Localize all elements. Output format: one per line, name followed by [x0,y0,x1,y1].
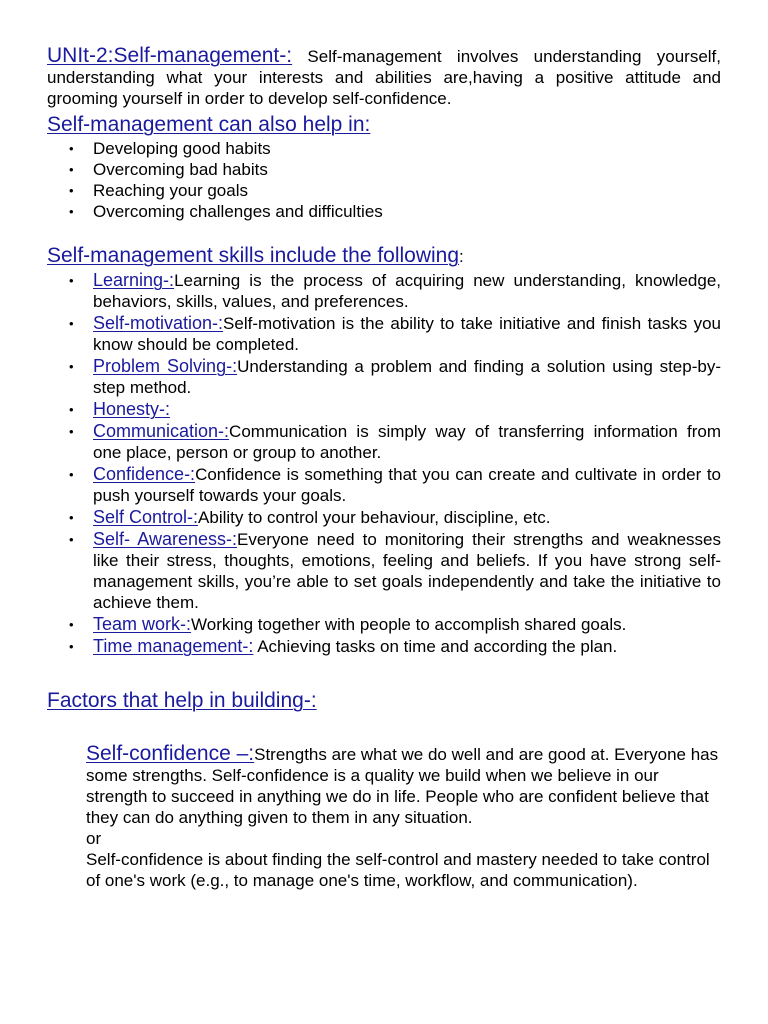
bullet-icon: • [69,617,74,632]
skill-description: Everyone need to monitoring their strengths and weaknesses like their stress, thoughts, emotions, feeling and beliefs. If you have strong self-management skills, you’re able to set goals independently and take the initiative to achieve them. [93,530,721,612]
list-item-text: Developing good habits [93,139,271,158]
intro-paragraph [47,45,721,109]
skill-item [47,636,721,657]
skills-heading-colon: : [459,247,464,266]
bullet-icon: • [69,359,74,374]
self-confidence-alt-paragraph: Self-confidence is about finding the self-control and mastery needed to take control of one's work (e.g., to manage one's time, workflow, and communication). [86,850,710,890]
bullet-icon: • [69,204,74,219]
page-content [47,45,721,891]
skill-item [47,421,721,463]
list-item-text: Overcoming challenges and difficulties [93,202,383,221]
list-item-text: Overcoming bad habits [93,160,268,179]
list-item [47,180,721,201]
skill-term: Self Control-: [93,507,199,527]
skill-description: Working together with people to accomplish shared goals. [191,615,627,634]
intro-text: Self-management involves understanding yourself, understanding what your interests and abilities are,having a positive attitude and grooming yourself in order to develop self-confidence. [47,47,721,108]
skill-term: Confidence-: [93,464,196,484]
skill-item [47,356,721,398]
or-separator: or [86,829,102,848]
bullet-icon: • [69,183,74,198]
skill-description: Confidence is something that you can create and cultivate in order to push yourself towards your goals. [93,465,721,505]
self-confidence-paragraph [86,743,721,828]
skills-section-heading: Self-management skills include the following [47,244,460,267]
skill-description: Self-motivation is the ability to take initiative and finish tasks you know should be completed. [93,314,721,354]
skill-item [47,399,721,420]
bullet-icon: • [69,273,74,288]
bullet-icon: • [69,162,74,177]
skill-term: Self- Awareness-: [93,529,237,549]
skill-description: Learning is the process of acquiring new understanding, knowledge, behaviors, skills, values, and preferences. [93,271,721,311]
skill-item [47,507,721,528]
skill-item [47,614,721,635]
skill-term: Problem Solving-: [93,356,238,376]
bullet-icon: • [69,467,74,482]
self-confidence-text: Strengths are what we do well and are good at. Everyone has some strengths. Self-confidence is a quality we build when we believe in our strength to succeed in anything we do in life. People who are confident believe that they can do anything given to them in any situation. [86,745,719,827]
help-list [47,138,721,222]
list-item [47,138,721,159]
skill-term: Self-motivation-: [93,313,224,333]
unit-title: UNIt-2:Self-management-: [47,44,293,67]
factors-section-heading: Factors that help in building-: [47,689,317,712]
skills-heading-line [47,243,721,270]
skill-description: Achieving tasks on time and according the plan. [253,637,618,656]
skill-term: Communication-: [93,421,230,441]
bullet-icon: • [69,316,74,331]
list-item [47,159,721,180]
skill-term: Time management-: [93,636,254,656]
skill-term: Honesty-: [93,399,171,419]
bullet-icon: • [69,639,74,654]
list-item [47,201,721,222]
self-confidence-heading: Self-confidence –: [86,742,255,765]
bullet-icon: • [69,510,74,525]
list-item-text: Reaching your goals [93,181,248,200]
bullet-icon: • [69,141,74,156]
skill-term: Team work-: [93,614,192,634]
skill-term: Learning-: [93,270,175,290]
self-confidence-section [86,743,721,891]
skill-item [47,270,721,312]
skill-description: Communication is simply way of transferring information from one place, person or group to another. [93,422,721,462]
skill-description: Ability to control your behaviour, discipline, etc. [198,508,551,527]
bullet-icon: • [69,424,74,439]
skill-item [47,464,721,506]
bullet-icon: • [69,532,74,547]
skill-item [47,313,721,355]
help-section-heading: Self-management can also help in: [47,113,371,136]
skills-list [47,270,721,657]
skill-item [47,529,721,613]
bullet-icon: • [69,402,74,417]
skill-description: Understanding a problem and finding a solution using step-by-step method. [93,357,721,397]
